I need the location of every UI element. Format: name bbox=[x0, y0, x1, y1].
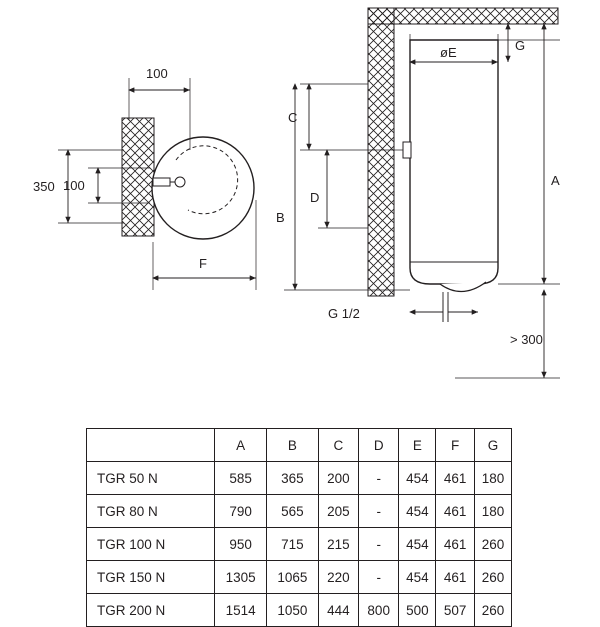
cell-E: 500 bbox=[399, 594, 436, 627]
cell-A: 1305 bbox=[215, 561, 267, 594]
cell-G: 260 bbox=[474, 594, 511, 627]
cell-B: 565 bbox=[267, 495, 319, 528]
left-top-view bbox=[33, 66, 256, 290]
cell-E: 454 bbox=[399, 561, 436, 594]
wall-mount-tab bbox=[403, 142, 411, 158]
dim-label-B: B bbox=[276, 210, 285, 225]
table-header-D: D bbox=[359, 429, 399, 462]
table-row bbox=[87, 594, 512, 627]
dim-label-D: D bbox=[310, 190, 320, 205]
table-header-E: E bbox=[399, 429, 436, 462]
table-header-C: C bbox=[318, 429, 358, 462]
dimensions-table bbox=[86, 428, 512, 627]
cell-C: 444 bbox=[318, 594, 358, 627]
dim-label-min-300: > 300 bbox=[510, 332, 543, 347]
cell-model: TGR 100 N bbox=[87, 528, 215, 561]
table-row bbox=[87, 495, 512, 528]
cell-B: 1050 bbox=[267, 594, 319, 627]
ceiling-hatch bbox=[368, 8, 558, 24]
dimensions-table-wrap bbox=[86, 428, 512, 627]
cell-C: 200 bbox=[318, 462, 358, 495]
right-side-view bbox=[276, 8, 560, 378]
cell-E: 454 bbox=[399, 495, 436, 528]
table-header-row bbox=[87, 429, 512, 462]
cell-model: TGR 150 N bbox=[87, 561, 215, 594]
cell-F: 461 bbox=[436, 495, 475, 528]
cell-D: - bbox=[359, 462, 399, 495]
dim-label-oE: øE bbox=[440, 45, 457, 60]
cell-D: - bbox=[359, 528, 399, 561]
table-header-A: A bbox=[215, 429, 267, 462]
cell-C: 205 bbox=[318, 495, 358, 528]
cell-A: 585 bbox=[215, 462, 267, 495]
table-header-model bbox=[87, 429, 215, 462]
tank-circle bbox=[152, 137, 254, 239]
cell-G: 260 bbox=[474, 561, 511, 594]
cell-G: 180 bbox=[474, 495, 511, 528]
cell-B: 365 bbox=[267, 462, 319, 495]
table-header-B: B bbox=[267, 429, 319, 462]
dim-label-F: F bbox=[199, 256, 207, 271]
dim-label-G-half: G 1/2 bbox=[328, 306, 360, 321]
cell-B: 715 bbox=[267, 528, 319, 561]
table-body bbox=[87, 462, 512, 627]
table-header-F: F bbox=[436, 429, 475, 462]
wall-hatch-right bbox=[368, 8, 394, 296]
cell-G: 180 bbox=[474, 462, 511, 495]
cell-F: 507 bbox=[436, 594, 475, 627]
tank-body bbox=[410, 40, 498, 284]
cell-B: 1065 bbox=[267, 561, 319, 594]
dim-label-100-top: 100 bbox=[146, 66, 168, 81]
table-header-G: G bbox=[474, 429, 511, 462]
cell-C: 220 bbox=[318, 561, 358, 594]
cell-A: 1514 bbox=[215, 594, 267, 627]
table-row bbox=[87, 561, 512, 594]
wall-hatch-left bbox=[122, 118, 154, 236]
cell-A: 950 bbox=[215, 528, 267, 561]
cell-model: TGR 200 N bbox=[87, 594, 215, 627]
dim-label-G: G bbox=[515, 38, 526, 53]
table-row bbox=[87, 528, 512, 561]
cell-F: 461 bbox=[436, 561, 475, 594]
cell-D: - bbox=[359, 561, 399, 594]
cell-model: TGR 80 N bbox=[87, 495, 215, 528]
cell-E: 454 bbox=[399, 462, 436, 495]
cell-C: 215 bbox=[318, 528, 358, 561]
cell-A: 790 bbox=[215, 495, 267, 528]
mount-point bbox=[175, 177, 185, 187]
table-row bbox=[87, 462, 512, 495]
cell-E: 454 bbox=[399, 528, 436, 561]
dim-label-100-side: 100 bbox=[63, 178, 85, 193]
table-head bbox=[87, 429, 512, 462]
cell-G: 260 bbox=[474, 528, 511, 561]
wall-bracket bbox=[153, 178, 170, 186]
dim-label-350: 350 bbox=[33, 179, 55, 194]
cell-F: 461 bbox=[436, 462, 475, 495]
cell-model: TGR 50 N bbox=[87, 462, 215, 495]
dim-label-A: A bbox=[551, 173, 560, 188]
cell-D: 800 bbox=[359, 594, 399, 627]
cell-D: - bbox=[359, 495, 399, 528]
dim-label-C: C bbox=[288, 110, 298, 125]
cell-F: 461 bbox=[436, 528, 475, 561]
